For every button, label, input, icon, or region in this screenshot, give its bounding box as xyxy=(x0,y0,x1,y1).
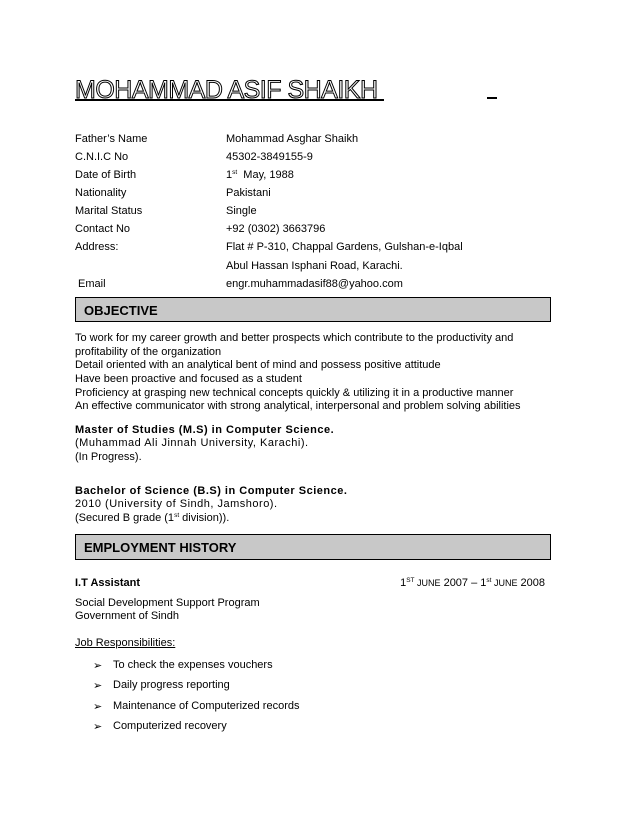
responsibility-text: To check the expenses vouchers xyxy=(113,659,273,671)
nationality-label: Nationality xyxy=(75,187,127,199)
dob-label: Date of Birth xyxy=(75,169,137,181)
objective-line: To work for my career growth and better prospects which contribute to the productivity and xyxy=(75,332,514,344)
responsibilities-heading: Job Responsibilities: xyxy=(75,637,176,649)
marital-status-label: Marital Status xyxy=(75,205,143,217)
employment-heading: EMPLOYMENT HISTORY xyxy=(84,540,237,555)
responsibility-text: Daily progress reporting xyxy=(113,679,230,691)
header-dash xyxy=(487,97,497,99)
objective-line: Have been proactive and focused as a student xyxy=(75,373,302,385)
arrow-bullet-icon: ➢ xyxy=(93,660,103,672)
job-date-range: 1ST JUNE 2007 – 1st JUNE 2008 xyxy=(400,577,545,589)
job-title: I.T Assistant xyxy=(75,577,140,589)
masters-status: (In Progress). xyxy=(75,451,142,463)
address-line2: Abul Hassan Isphani Road, Karachi. xyxy=(226,260,403,272)
email-label: Email xyxy=(75,278,106,290)
arrow-bullet-icon: ➢ xyxy=(93,721,103,733)
employment-section-header xyxy=(75,534,551,560)
cnic-value: 45302-3849155-9 xyxy=(226,151,313,163)
objective-heading: OBJECTIVE xyxy=(84,303,158,318)
candidate-name: MOHAMMAD ASIF SHAIKH xyxy=(75,76,384,104)
objective-line: Detail oriented with an analytical bent of mind and possess positive attitude xyxy=(75,359,441,371)
objective-line: Proficiency at grasping new technical concepts quickly & utilizing it in a productive manner xyxy=(75,387,514,399)
contact-label: Contact No xyxy=(75,223,131,235)
responsibility-text: Maintenance of Computerized records xyxy=(113,700,300,712)
nationality-value: Pakistani xyxy=(226,187,271,199)
responsibility-text: Computerized recovery xyxy=(113,720,227,732)
objective-line: An effective communicator with strong analytical, interpersonal and problem solving abilities xyxy=(75,400,521,412)
bachelors-grade: (Secured B grade (1st division)). xyxy=(75,512,230,524)
bachelors-title: Bachelor of Science (B.S) in Computer Science. xyxy=(75,485,348,497)
email-value: engr.muhammadasif88@yahoo.com xyxy=(226,278,403,290)
dob-value: 1st May, 1988 xyxy=(226,169,294,181)
address-line1: Flat # P-310, Chappal Gardens, Gulshan-e-Iqbal xyxy=(226,241,463,253)
masters-institution: (Muhammad Ali Jinnah University, Karachi). xyxy=(75,437,309,449)
father-name-label: Father’s Name xyxy=(75,133,148,145)
father-name-value: Mohammad Asghar Shaikh xyxy=(226,133,359,145)
employer-program: Social Development Support Program xyxy=(75,597,260,609)
arrow-bullet-icon: ➢ xyxy=(93,701,103,713)
bachelors-institution: 2010 (University of Sindh, Jamshoro). xyxy=(75,498,278,510)
contact-value: +92 (0302) 3663796 xyxy=(226,223,326,235)
cnic-label: C.N.I.C No xyxy=(75,151,129,163)
employer-government: Government of Sindh xyxy=(75,610,179,622)
objective-line: profitability of the organization xyxy=(75,346,222,358)
arrow-bullet-icon: ➢ xyxy=(93,680,103,692)
masters-title: Master of Studies (M.S) in Computer Science. xyxy=(75,424,335,436)
objective-section-header xyxy=(75,297,551,322)
address-label: Address: xyxy=(75,241,119,253)
marital-status-value: Single xyxy=(226,205,257,217)
